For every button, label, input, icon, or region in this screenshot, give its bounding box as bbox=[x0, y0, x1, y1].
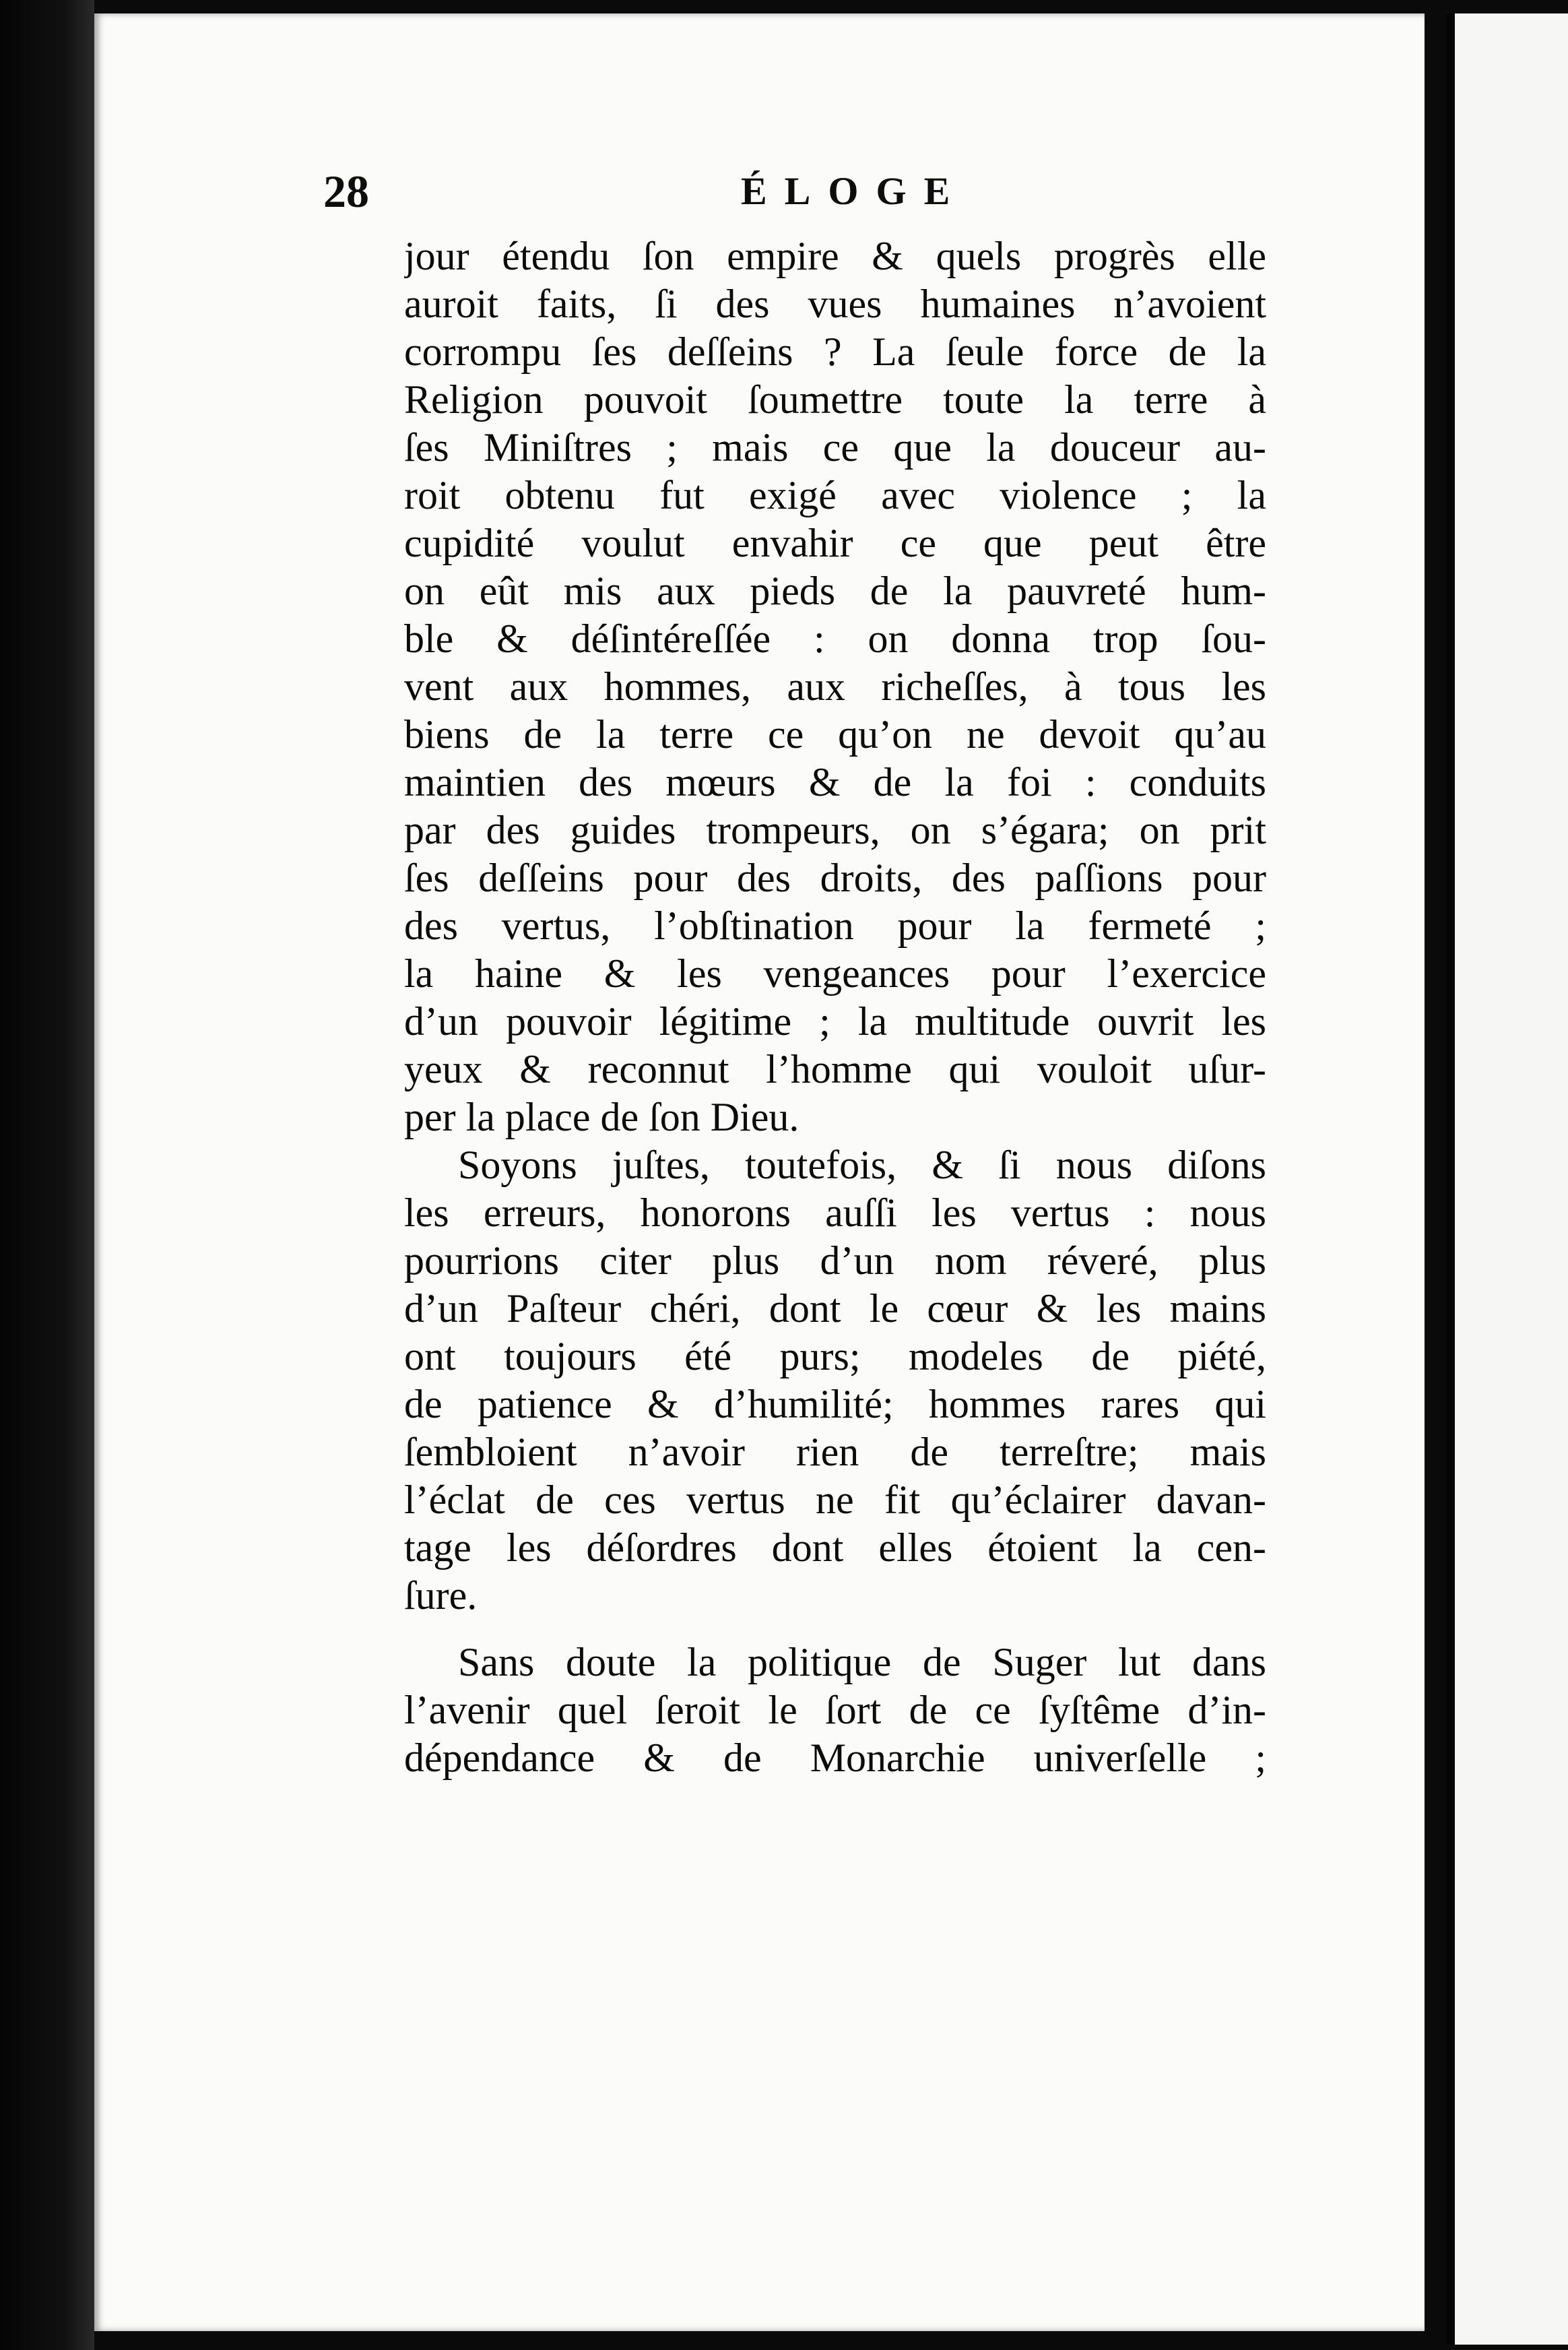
text-line: ſes Miniſtres ; mais ce que la douceur au- bbox=[404, 425, 1266, 470]
text-line: yeux & reconnut l’homme qui vouloit uſur- bbox=[404, 1047, 1266, 1091]
text-line: ble & déſintéreſſée : on donna trop ſou- bbox=[404, 616, 1266, 661]
text-line: des vertus, l’obſtination pour la fermeté ; bbox=[404, 903, 1266, 948]
text-line: d’un pouvoir légitime ; la multitude ouvrit les bbox=[404, 999, 1266, 1044]
text-line: ſure. bbox=[404, 1573, 478, 1618]
text-line: de patience & d’humilité; hommes rares qui bbox=[404, 1382, 1266, 1426]
text-line: jour étendu ſon empire & quels progrès elle bbox=[404, 234, 1266, 278]
text-line: la haine & les vengeances pour l’exercice bbox=[404, 951, 1266, 996]
text-line: on eût mis aux pieds de la pauvreté hum- bbox=[404, 569, 1266, 613]
text-line: d’un Paſteur chéri, dont le cœur & les mains bbox=[404, 1286, 1266, 1331]
paragraph bbox=[404, 232, 1266, 1141]
text-line: vent aux hommes, aux richeſſes, à tous les bbox=[404, 664, 1266, 709]
text-line: pourrions citer plus d’un nom réveré, plus bbox=[404, 1238, 1266, 1283]
text-line: ſembloient n’avoir rien de terreſtre; mais bbox=[404, 1430, 1266, 1474]
adjacent-page-edge bbox=[1447, 13, 1568, 2345]
text-line: l’éclat de ces vertus ne fit qu’éclairer davan- bbox=[404, 1478, 1266, 1522]
text-line: dépendance & de Monarchie univerſelle ; bbox=[404, 1736, 1266, 1780]
binding-shadow bbox=[0, 0, 94, 2350]
running-title: ÉLOGE bbox=[741, 169, 968, 213]
text-line: par des guides trompeurs, on s’égara; on prit bbox=[404, 808, 1266, 852]
text-line: biens de la terre ce qu’on ne devoit qu’au bbox=[404, 712, 1266, 757]
text-line: maintien des mœurs & de la foi : conduits bbox=[404, 760, 1266, 804]
paragraph bbox=[404, 1639, 1266, 1782]
text-line: per la place de ſon Dieu. bbox=[404, 1095, 799, 1139]
text-line: ont toujours été purs; modeles de piété, bbox=[404, 1334, 1266, 1378]
text-line: roit obtenu fut exigé avec violence ; la bbox=[404, 473, 1266, 517]
page-header bbox=[323, 165, 1233, 226]
text-line: cupidité voulut envahir ce que peut être bbox=[404, 521, 1266, 565]
text-line: Religion pouvoit ſoumettre toute la terre à bbox=[404, 377, 1266, 422]
text-line: tage les déſordres dont elles étoient la cen- bbox=[404, 1525, 1266, 1570]
paragraph-gap bbox=[404, 1620, 1266, 1639]
text-line: les erreurs, honorons auſſi les vertus : nous bbox=[404, 1190, 1266, 1235]
text-line: l’avenir quel ſeroit le ſort de ce ſyſtême d’in- bbox=[404, 1688, 1266, 1732]
text-line: Sans doute la politique de Suger lut dans bbox=[458, 1640, 1266, 1684]
text-line: auroit faits, ſi des vues humaines n’avoient bbox=[404, 282, 1266, 326]
text-line: corrompu ſes deſſeins ? La ſeule force de la bbox=[404, 329, 1266, 374]
body-text bbox=[404, 232, 1266, 1782]
paragraph bbox=[404, 1141, 1266, 1620]
page-number: 28 bbox=[323, 166, 369, 217]
text-line: ſes deſſeins pour des droits, des paſſions pour bbox=[404, 856, 1266, 900]
text-line: Soyons juſtes, toutefois, & ſi nous diſons bbox=[458, 1143, 1266, 1187]
